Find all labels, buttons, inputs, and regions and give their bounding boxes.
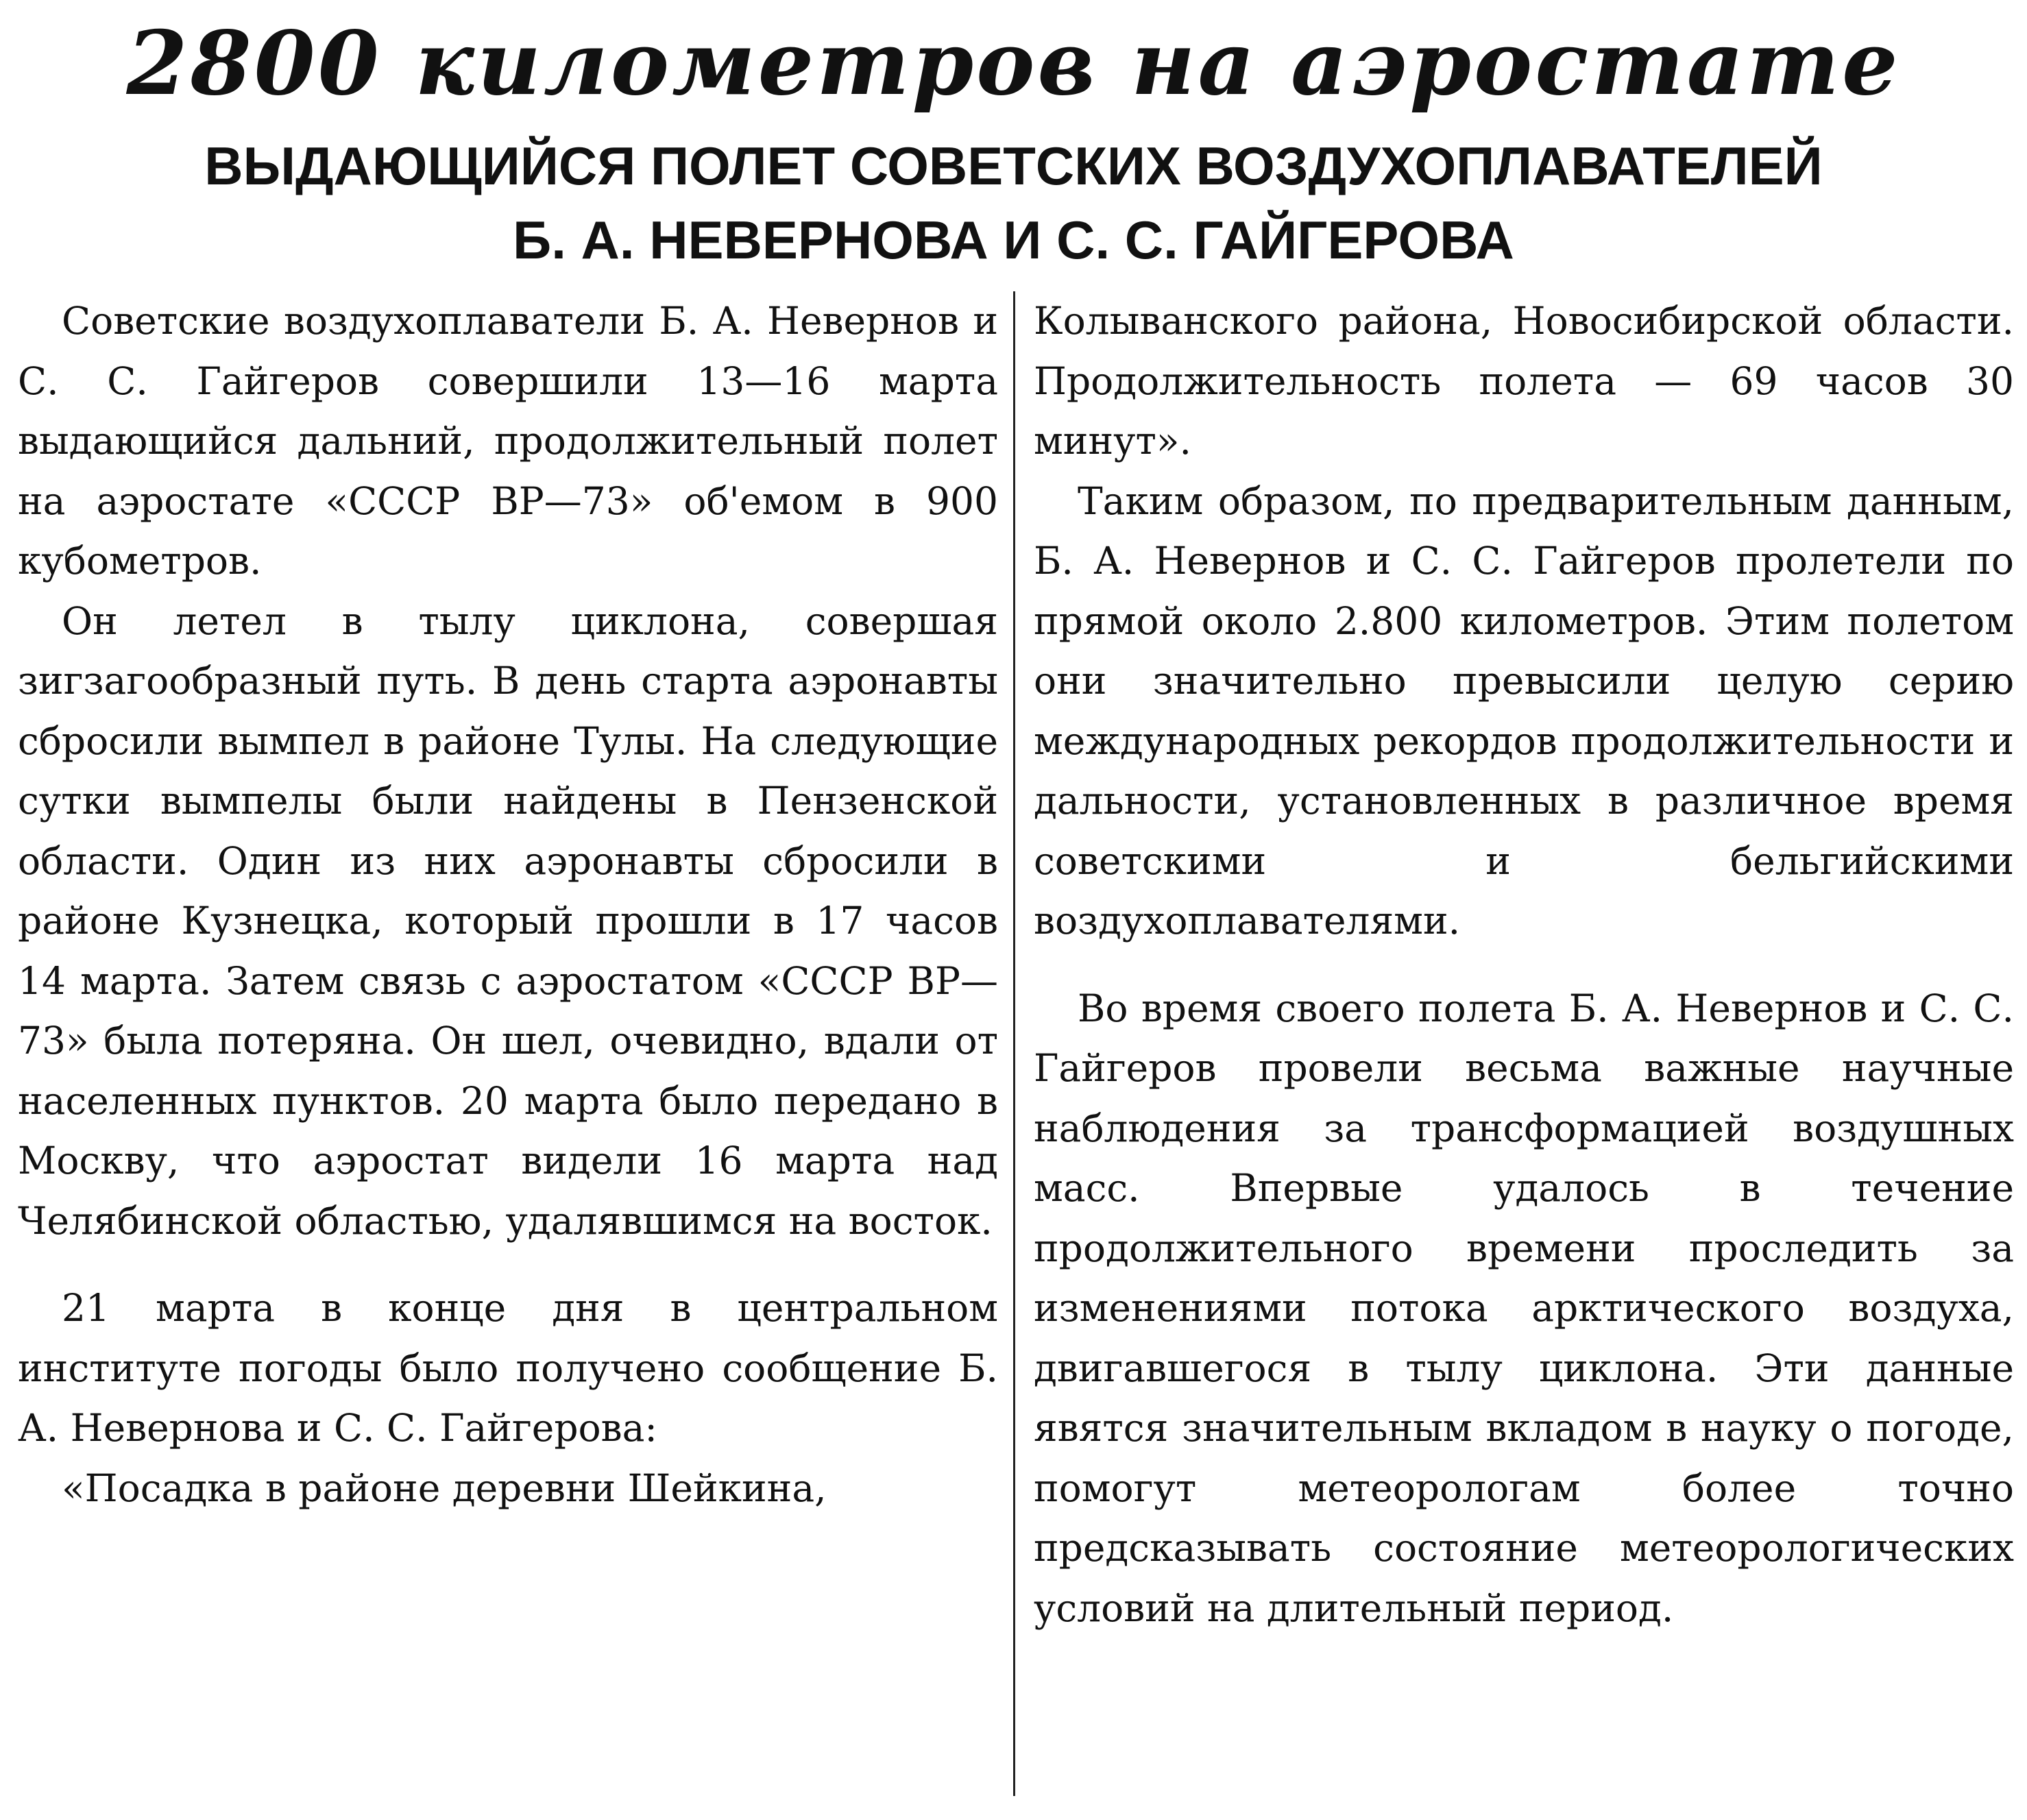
column-divider bbox=[1013, 291, 1015, 1796]
left-paragraph-4: «Посадка в районе деревни Шейкина, bbox=[62, 1466, 827, 1510]
right-paragraph-2: Таким образом, по предварительным данным, Б. А. Невернов и С. С. Гайгеров пролетели по прямой около 2.800 километров. Этим полетом они значительно превысили целую серию международных рекордов продолжительности и дальности, установленных в различное время советскими и бельгийскими воздухоплавателями. bbox=[1034, 478, 2014, 943]
article-subheadline-line2: Б. А. НЕВЕРНОВА И С. С. ГАЙГЕРОВА bbox=[513, 210, 1514, 270]
right-paragraph-1: Колыванского района, Новосибирской области. Продолжительность полета — 69 часов 30 минут». bbox=[1034, 299, 2014, 463]
paragraph-gap bbox=[18, 1251, 998, 1278]
left-paragraph-2: Он летел в тылу циклона, совершая зигзагообразный путь. В день старта аэронавты сбросили вымпел в районе Тулы. На следующие сутки вымпелы были найдены в Пензенской области. Один из них аэронавты сбросили в районе Кузнецка, который прошли в 17 часов 14 марта. Затем связь с аэростатом «СССР ВР—73» была потеряна. Он шел, очевидно, вдали от населенных пунктов. 20 марта было передано в Москву, что аэростат видели 16 марта над Челябинской областью, удалявшимся на восток. bbox=[18, 598, 998, 1243]
paragraph-gap bbox=[1034, 951, 2014, 979]
article-headline: 2800 километров на аэростате bbox=[126, 12, 1901, 115]
article-subheadline-line1: ВЫДАЮЩИЙСЯ ПОЛЕТ СОВЕТСКИХ ВОЗДУХОПЛАВАТЕЛЕЙ bbox=[204, 136, 1823, 196]
left-paragraph-1: Советские воздухоплаватели Б. А. Невернов и С. С. Гайгеров совершили 13—16 марта выдающийся дальний, продолжительный полет на аэростате «СССР ВР—73» об'емом в 900 кубометров. bbox=[18, 299, 998, 583]
left-column bbox=[18, 291, 998, 1518]
right-column bbox=[1034, 291, 2014, 1638]
right-paragraph-3: Во время своего полета Б. А. Невернов и С. С. Гайгеров провели весьма важные научные наблюдения за трансформацией воздушных масс. Впервые удалось в течение продолжительного времени проследить за изменениями потока арктического воздуха, двигавшегося в тылу циклона. Эти данные явятся значительным вкладом в науку о погоде, помогут метеорологам более точно предсказывать состояние метеорологических условий на длительный период. bbox=[1034, 986, 2014, 1630]
left-paragraph-3: 21 марта в конце дня в центральном институте погоды было получено сообщение Б. А. Невернова и С. С. Гайгерова: bbox=[18, 1286, 998, 1450]
